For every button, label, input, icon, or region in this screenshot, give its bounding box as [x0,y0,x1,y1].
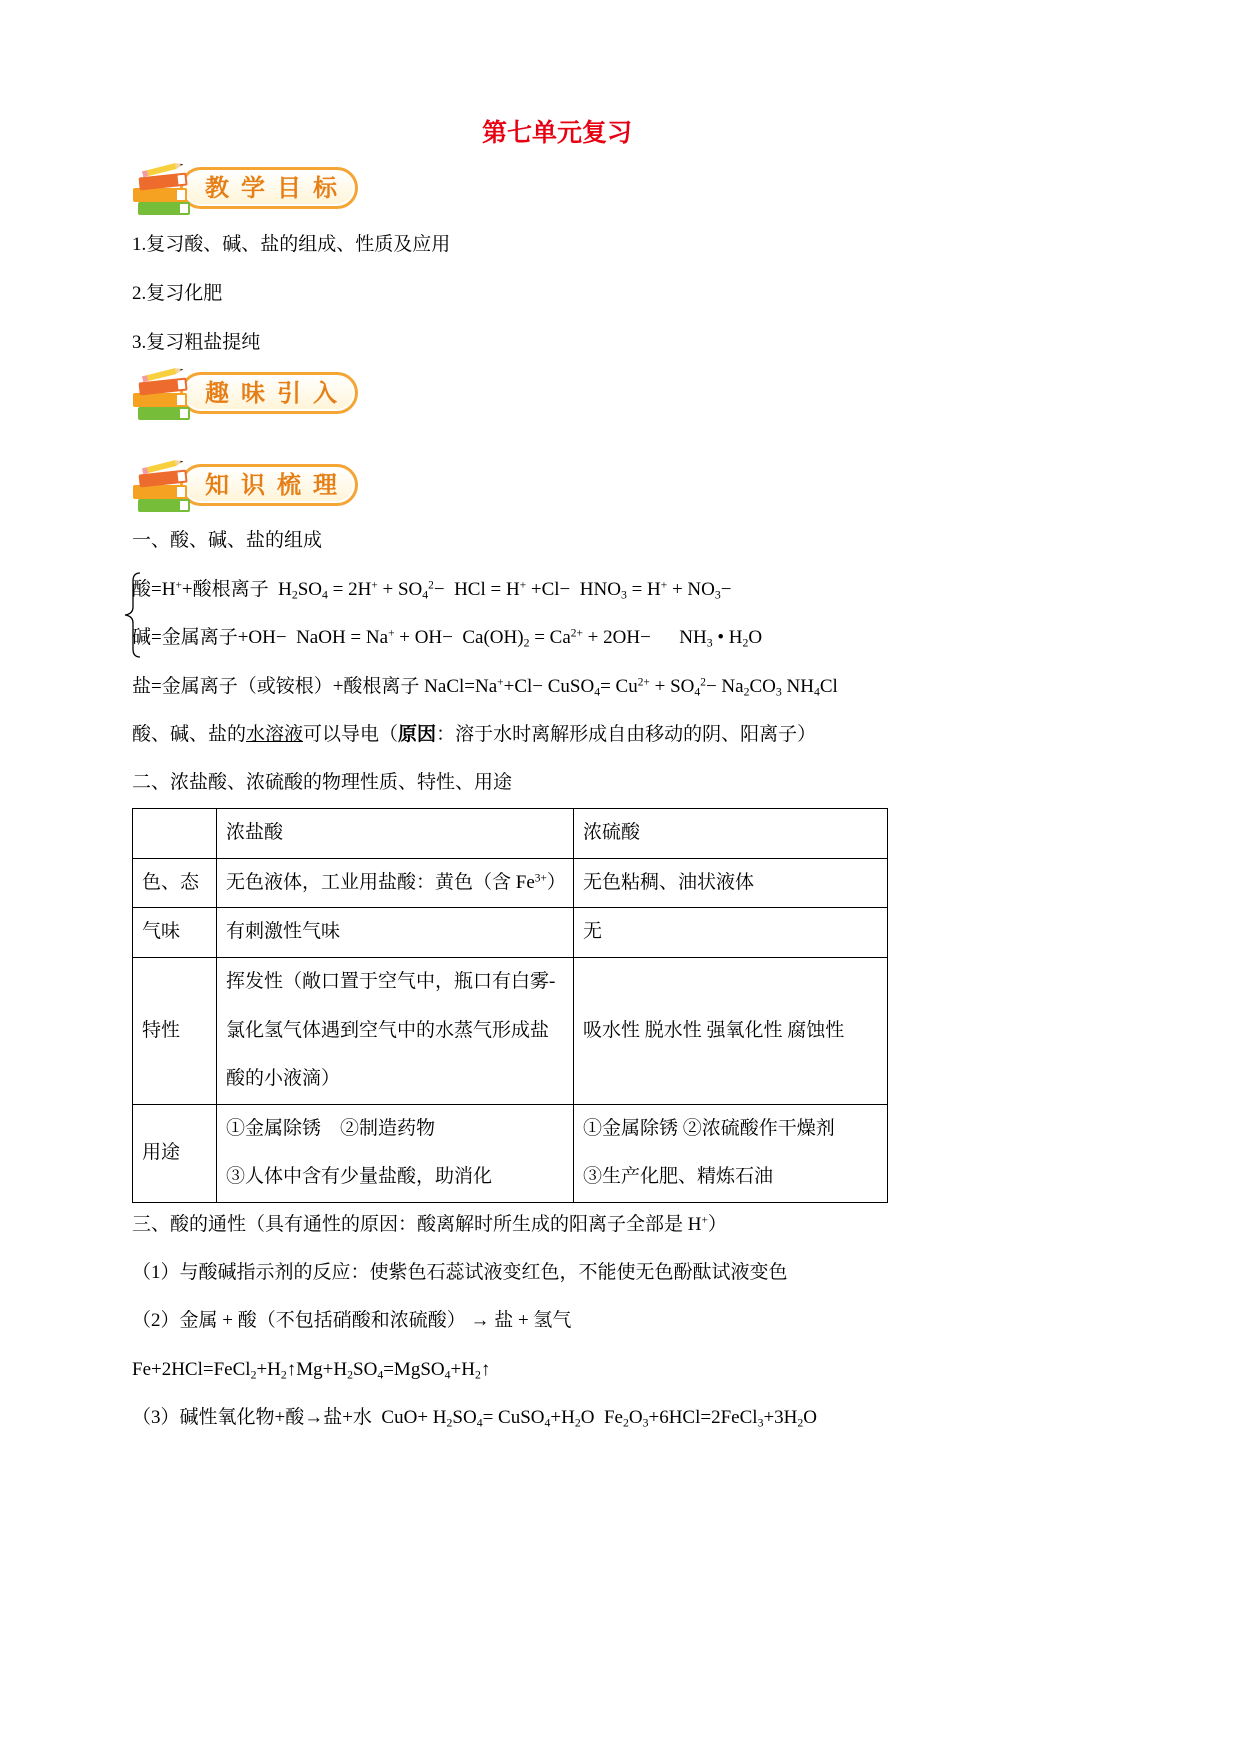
hcl-cell: 无色液体，工业用盐酸：黄色（含 $Fe^{3+}$） [217,858,574,908]
banner-label: 知识梳理 [205,471,349,499]
row-label: 特性 [133,958,217,1105]
subscript: 2 [622,1416,629,1430]
superscript: 2+ [570,627,583,640]
banner-teaching-objectives [130,161,362,219]
section3-item: （1）与酸碱指示剂的反应：使紫色石蕊试液变红色，不能使无色酚酞试液变色 [132,1262,788,1283]
superscript: + [701,1214,708,1227]
row-label: 用途 [133,1104,217,1202]
row-label: 气味 [133,908,217,958]
banner-pill [180,167,358,209]
banner-pill [180,372,358,414]
page-title: 第七单元复习 [481,120,632,147]
hcl-cell [217,958,574,1105]
subscript: 3 [706,636,713,650]
superscript: + [371,579,378,592]
table-row [133,908,888,958]
books-pencil-icon-graphic [133,366,190,420]
superscript: + [497,676,504,689]
objective-item: 2.复习化肥 [132,283,223,304]
salt-definition: 盐=金属离子（或铵根）+酸根离子 NaCl=Na++Cl− CuSO$_4$= $Cu^{2+} + SO_4^2- Na_2CO_3$ $NH_4Cl$ [132,676,838,699]
conductivity-note: 酸、碱、盐的水溶液可以导电（原因：溶于水时离解形成自由移动的阴、阳离子） [132,724,817,745]
h2so4-cell [574,1104,888,1202]
superscript: + [660,579,668,592]
cell-line: ①金属除锈 ②浓硫酸作干燥剂 [583,1117,835,1139]
table-header-row [133,809,888,859]
equation-line: $Fe+2HCl=FeCl_2+H_2↑Mg+H_2SO_4=MgSO_4+H_2↑$ [132,1359,491,1382]
subscript: 4 [422,588,429,602]
superscript: + [519,579,527,592]
hcl-cell [217,1104,574,1202]
subscript: 4 [322,588,328,602]
subscript: 2 [743,685,750,699]
cell-line: 氯化氢气体遇到空气中的水蒸气形成盐 [226,1019,550,1041]
banner-label: 趣味引入 [205,379,349,407]
banner-label: 教学目标 [205,174,349,202]
subscript: 2 [523,636,530,650]
banner-knowledge-review [130,458,362,516]
h2so4-cell: 吸水性 脱水性 强氧化性 腐蚀性 [574,958,888,1105]
subscript: 3 [714,588,721,602]
acid-definition: 酸=H++酸根离子 $H_2SO_4 = 2H^+ + SO_4^2-$ HCl = $H^+ +Cl- HNO_3 = H^+ + NO_3-$ [132,579,732,602]
table-header-cell: 浓硫酸 [574,809,888,859]
books-pencil-icon-graphic [133,161,190,215]
superscript: 3+ [534,872,547,885]
objective-item: 1.复习酸、碱、盐的组成、性质及应用 [132,234,451,255]
section3-item: （2）金属 + 酸（不包括硝酸和浓硫酸） → 盐 + 氢气 [132,1310,572,1331]
subscript: 3 [757,1416,764,1430]
subscript: 2 [291,588,298,602]
section3-item: （3）碱性氧化物+酸→盐+水 $CuO+ H_2SO_4=$ $CuSO_4+H_2O$ $Fe_2O_3+6HCl=2FeCl_3+3H_2O$ [132,1407,818,1430]
superscript: 2 [700,676,706,689]
bold-text: 原因 [398,724,437,745]
section-heading: 二、浓盐酸、浓硫酸的物理性质、特性、用途 [132,772,513,793]
subscript: 2 [347,1368,354,1382]
superscript: 2+ [637,676,650,689]
banner-pill [180,464,358,506]
subscript: 2 [250,1368,257,1382]
books-pencil-icon-graphic [133,458,190,512]
superscript: + [175,579,182,592]
subscript: 4 [694,685,701,699]
table-header-cell: 浓盐酸 [217,809,574,859]
cell-line: 挥发性（敞口置于空气中，瓶口有白雾- [226,971,556,992]
cell-line: ③生产化肥、精炼石油 [583,1166,774,1187]
cell-line: 酸的小液滴） [226,1068,341,1089]
subscript: 2 [742,636,749,650]
subscript: 4 [594,685,601,699]
objective-item: 3.复习粗盐提纯 [132,332,261,353]
subscript: 2 [474,1368,481,1382]
banner-fun-intro [130,366,362,424]
subscript: 3 [620,588,627,602]
section-heading: 三、酸的通性（具有通性的原因：酸离解时所生成的阳离子全部是 H+） [132,1214,727,1235]
table-header-cell [133,809,217,859]
superscript: + [388,627,395,640]
table-row [133,958,888,1105]
subscript: 2 [446,1416,453,1430]
h2so4-cell: 无色粘稠、油状液体 [574,858,888,908]
acid-properties-table [132,808,888,1203]
superscript: 2 [428,579,434,592]
table-row [133,858,888,908]
books-pencil-icon [130,366,202,424]
subscript: 2 [797,1416,804,1430]
subscript: 3 [642,1416,649,1430]
subscript: 4 [377,1368,384,1382]
books-pencil-icon [130,458,202,516]
cell-line: ③人体中含有少量盐酸，助消化 [226,1166,493,1187]
h2so4-cell: 无 [574,908,888,958]
subscript: 4 [476,1416,483,1430]
cell-line: ①金属除锈 ②制造药物 [226,1117,436,1139]
section-heading: 一、酸、碱、盐的组成 [132,530,323,551]
subscript: 4 [813,685,820,699]
subscript: 4 [544,1416,551,1430]
hcl-cell: 有刺激性气味 [217,908,574,958]
subscript: 3 [775,685,782,699]
row-label: 色、态 [133,858,217,908]
underlined-text: 水溶液 [246,724,304,745]
subscript: 2 [280,1368,287,1382]
subscript: 4 [444,1368,451,1382]
books-pencil-icon [130,161,202,219]
subscript: 2 [574,1416,581,1430]
table-row [133,1104,888,1202]
base-definition: 碱=金属离子+OH− NaOH = $Na^+ + OH- Ca(OH)_2 = Ca^{2+} + 2OH-$ $NH_3$ • $H_2O$ [132,627,763,650]
